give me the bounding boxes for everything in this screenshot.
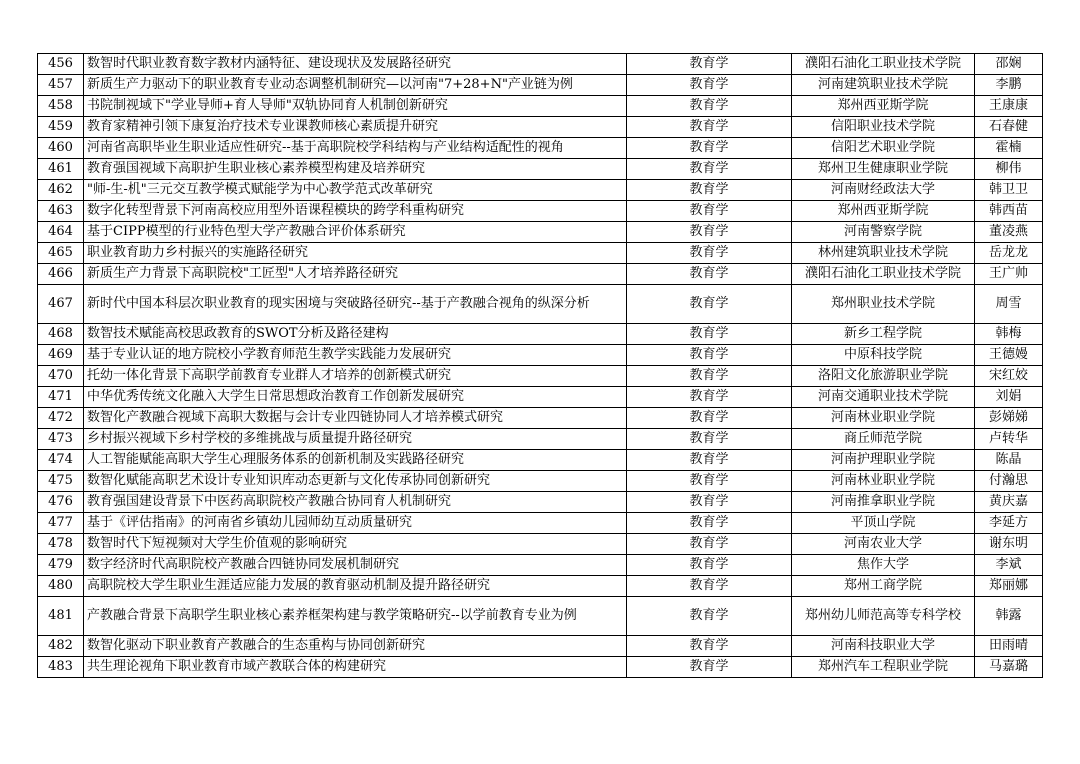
project-title: 新时代中国本科层次职业教育的现实困境与突破路径研究--基于产教融合视角的纵深分析 bbox=[84, 285, 627, 324]
table-row bbox=[38, 138, 1043, 159]
project-leader: 郑丽娜 bbox=[975, 576, 1043, 597]
discipline: 教育学 bbox=[627, 264, 792, 285]
institution: 郑州西亚斯学院 bbox=[792, 201, 975, 222]
table-row bbox=[38, 513, 1043, 534]
discipline: 教育学 bbox=[627, 576, 792, 597]
discipline: 教育学 bbox=[627, 471, 792, 492]
project-leader: 刘娟 bbox=[975, 387, 1043, 408]
project-leader: 彭娣娣 bbox=[975, 408, 1043, 429]
project-leader: 付瀚思 bbox=[975, 471, 1043, 492]
row-number: 483 bbox=[38, 657, 84, 678]
project-title: 人工智能赋能高职大学生心理服务体系的创新机制及实践路径研究 bbox=[84, 450, 627, 471]
institution: 河南交通职业技术学院 bbox=[792, 387, 975, 408]
row-number: 471 bbox=[38, 387, 84, 408]
row-number: 466 bbox=[38, 264, 84, 285]
table-row bbox=[38, 324, 1043, 345]
institution: 林州建筑职业技术学院 bbox=[792, 243, 975, 264]
project-title: 教育强国建设背景下中医药高职院校产教融合协同育人机制研究 bbox=[84, 492, 627, 513]
discipline: 教育学 bbox=[627, 159, 792, 180]
row-number: 475 bbox=[38, 471, 84, 492]
project-leader: 田雨晴 bbox=[975, 636, 1043, 657]
table-row bbox=[38, 222, 1043, 243]
project-table-body bbox=[38, 54, 1043, 678]
row-number: 469 bbox=[38, 345, 84, 366]
project-title: 数智时代职业教育数字教材内涵特征、建设现状及发展路径研究 bbox=[84, 54, 627, 75]
row-number: 476 bbox=[38, 492, 84, 513]
table-row bbox=[38, 657, 1043, 678]
row-number: 458 bbox=[38, 96, 84, 117]
institution: 商丘师范学院 bbox=[792, 429, 975, 450]
discipline: 教育学 bbox=[627, 492, 792, 513]
project-leader: 邵娴 bbox=[975, 54, 1043, 75]
discipline: 教育学 bbox=[627, 366, 792, 387]
institution: 河南林业职业学院 bbox=[792, 471, 975, 492]
row-number: 456 bbox=[38, 54, 84, 75]
project-title: 中华优秀传统文化融入大学生日常思想政治教育工作创新发展研究 bbox=[84, 387, 627, 408]
institution: 濮阳石油化工职业技术学院 bbox=[792, 54, 975, 75]
table-row bbox=[38, 159, 1043, 180]
table-row bbox=[38, 201, 1043, 222]
discipline: 教育学 bbox=[627, 555, 792, 576]
project-title: "师-生-机"三元交互教学模式赋能学为中心教学范式改革研究 bbox=[84, 180, 627, 201]
table-row bbox=[38, 534, 1043, 555]
row-number: 468 bbox=[38, 324, 84, 345]
row-number: 470 bbox=[38, 366, 84, 387]
row-number: 477 bbox=[38, 513, 84, 534]
discipline: 教育学 bbox=[627, 429, 792, 450]
institution: 平顶山学院 bbox=[792, 513, 975, 534]
project-title: 数智技术赋能高校思政教育的SWOT分析及路径建构 bbox=[84, 324, 627, 345]
table-row bbox=[38, 387, 1043, 408]
project-leader: 韩露 bbox=[975, 597, 1043, 636]
project-title: 数智化产教融合视域下高职大数据与会计专业四链协同人才培养模式研究 bbox=[84, 408, 627, 429]
discipline: 教育学 bbox=[627, 117, 792, 138]
project-leader: 韩梅 bbox=[975, 324, 1043, 345]
project-title: 新质生产力驱动下的职业教育专业动态调整机制研究—以河南"7+28+N"产业链为例 bbox=[84, 75, 627, 96]
discipline: 教育学 bbox=[627, 243, 792, 264]
discipline: 教育学 bbox=[627, 138, 792, 159]
project-leader: 董凌燕 bbox=[975, 222, 1043, 243]
discipline: 教育学 bbox=[627, 408, 792, 429]
discipline: 教育学 bbox=[627, 657, 792, 678]
project-leader: 王德嫚 bbox=[975, 345, 1043, 366]
institution: 河南财经政法大学 bbox=[792, 180, 975, 201]
project-leader: 李鹏 bbox=[975, 75, 1043, 96]
institution: 郑州工商学院 bbox=[792, 576, 975, 597]
row-number: 474 bbox=[38, 450, 84, 471]
project-leader: 王康康 bbox=[975, 96, 1043, 117]
project-title: 书院制视域下"学业导师+育人导师"双轨协同育人机制创新研究 bbox=[84, 96, 627, 117]
row-number: 467 bbox=[38, 285, 84, 324]
row-number: 482 bbox=[38, 636, 84, 657]
institution: 郑州职业技术学院 bbox=[792, 285, 975, 324]
discipline: 教育学 bbox=[627, 345, 792, 366]
project-leader: 韩卫卫 bbox=[975, 180, 1043, 201]
project-leader: 卢转华 bbox=[975, 429, 1043, 450]
project-leader: 柳伟 bbox=[975, 159, 1043, 180]
row-number: 464 bbox=[38, 222, 84, 243]
project-leader: 岳龙龙 bbox=[975, 243, 1043, 264]
table-row bbox=[38, 243, 1043, 264]
project-leader: 韩西苗 bbox=[975, 201, 1043, 222]
project-title: 数智时代下短视频对大学生价值观的影响研究 bbox=[84, 534, 627, 555]
discipline: 教育学 bbox=[627, 75, 792, 96]
institution: 河南建筑职业技术学院 bbox=[792, 75, 975, 96]
project-title: 数智化赋能高职艺术设计专业知识库动态更新与文化传承协同创新研究 bbox=[84, 471, 627, 492]
project-leader: 李斌 bbox=[975, 555, 1043, 576]
discipline: 教育学 bbox=[627, 285, 792, 324]
institution: 河南警察学院 bbox=[792, 222, 975, 243]
institution: 濮阳石油化工职业技术学院 bbox=[792, 264, 975, 285]
project-title: 数智化驱动下职业教育产教融合的生态重构与协同创新研究 bbox=[84, 636, 627, 657]
institution: 河南科技职业大学 bbox=[792, 636, 975, 657]
discipline: 教育学 bbox=[627, 534, 792, 555]
row-number: 478 bbox=[38, 534, 84, 555]
project-leader: 周雪 bbox=[975, 285, 1043, 324]
project-leader: 黄庆嘉 bbox=[975, 492, 1043, 513]
project-table bbox=[37, 53, 1043, 678]
institution: 郑州幼儿师范高等专科学校 bbox=[792, 597, 975, 636]
project-leader: 石春健 bbox=[975, 117, 1043, 138]
project-leader: 陈晶 bbox=[975, 450, 1043, 471]
table-row bbox=[38, 597, 1043, 636]
row-number: 461 bbox=[38, 159, 84, 180]
table-row bbox=[38, 429, 1043, 450]
table-row bbox=[38, 576, 1043, 597]
table-row bbox=[38, 285, 1043, 324]
row-number: 480 bbox=[38, 576, 84, 597]
table-row bbox=[38, 471, 1043, 492]
table-row bbox=[38, 96, 1043, 117]
discipline: 教育学 bbox=[627, 324, 792, 345]
discipline: 教育学 bbox=[627, 387, 792, 408]
discipline: 教育学 bbox=[627, 597, 792, 636]
discipline: 教育学 bbox=[627, 96, 792, 117]
institution: 河南推拿职业学院 bbox=[792, 492, 975, 513]
table-row bbox=[38, 345, 1043, 366]
discipline: 教育学 bbox=[627, 450, 792, 471]
project-leader: 马嘉璐 bbox=[975, 657, 1043, 678]
project-leader: 王广帅 bbox=[975, 264, 1043, 285]
table-row bbox=[38, 408, 1043, 429]
institution: 郑州西亚斯学院 bbox=[792, 96, 975, 117]
project-title: 托幼一体化背景下高职学前教育专业群人才培养的创新模式研究 bbox=[84, 366, 627, 387]
institution: 郑州卫生健康职业学院 bbox=[792, 159, 975, 180]
row-number: 457 bbox=[38, 75, 84, 96]
table-row bbox=[38, 492, 1043, 513]
institution: 信阳职业技术学院 bbox=[792, 117, 975, 138]
row-number: 459 bbox=[38, 117, 84, 138]
row-number: 462 bbox=[38, 180, 84, 201]
row-number: 479 bbox=[38, 555, 84, 576]
discipline: 教育学 bbox=[627, 54, 792, 75]
row-number: 481 bbox=[38, 597, 84, 636]
discipline: 教育学 bbox=[627, 180, 792, 201]
table-row bbox=[38, 264, 1043, 285]
discipline: 教育学 bbox=[627, 636, 792, 657]
institution: 河南护理职业学院 bbox=[792, 450, 975, 471]
project-title: 数字经济时代高职院校产教融合四链协同发展机制研究 bbox=[84, 555, 627, 576]
project-title: 基于专业认证的地方院校小学教育师范生教学实践能力发展研究 bbox=[84, 345, 627, 366]
project-title: 高职院校大学生职业生涯适应能力发展的教育驱动机制及提升路径研究 bbox=[84, 576, 627, 597]
table-row bbox=[38, 75, 1043, 96]
project-title: 河南省高职毕业生职业适应性研究--基于高职院校学科结构与产业结构适配性的视角 bbox=[84, 138, 627, 159]
institution: 新乡工程学院 bbox=[792, 324, 975, 345]
table-row bbox=[38, 555, 1043, 576]
project-leader: 李延方 bbox=[975, 513, 1043, 534]
row-number: 472 bbox=[38, 408, 84, 429]
project-title: 基于CIPP模型的行业特色型大学产教融合评价体系研究 bbox=[84, 222, 627, 243]
project-list-sheet bbox=[37, 53, 1042, 678]
discipline: 教育学 bbox=[627, 201, 792, 222]
institution: 信阳艺术职业学院 bbox=[792, 138, 975, 159]
discipline: 教育学 bbox=[627, 513, 792, 534]
table-row bbox=[38, 180, 1043, 201]
row-number: 473 bbox=[38, 429, 84, 450]
institution: 河南林业职业学院 bbox=[792, 408, 975, 429]
institution: 焦作大学 bbox=[792, 555, 975, 576]
project-title: 教育家精神引领下康复治疗技术专业课教师核心素质提升研究 bbox=[84, 117, 627, 138]
project-title: 职业教育助力乡村振兴的实施路径研究 bbox=[84, 243, 627, 264]
project-title: 共生理论视角下职业教育市域产教联合体的构建研究 bbox=[84, 657, 627, 678]
project-leader: 谢东明 bbox=[975, 534, 1043, 555]
row-number: 463 bbox=[38, 201, 84, 222]
project-title: 产教融合背景下高职学生职业核心素养框架构建与教学策略研究--以学前教育专业为例 bbox=[84, 597, 627, 636]
table-row bbox=[38, 636, 1043, 657]
project-leader: 宋红姣 bbox=[975, 366, 1043, 387]
project-leader: 霍楠 bbox=[975, 138, 1043, 159]
row-number: 465 bbox=[38, 243, 84, 264]
table-row bbox=[38, 117, 1043, 138]
institution: 洛阳文化旅游职业学院 bbox=[792, 366, 975, 387]
project-title: 乡村振兴视域下乡村学校的多维挑战与质量提升路径研究 bbox=[84, 429, 627, 450]
project-title: 数字化转型背景下河南高校应用型外语课程模块的跨学科重构研究 bbox=[84, 201, 627, 222]
discipline: 教育学 bbox=[627, 222, 792, 243]
project-title: 教育强国视域下高职护生职业核心素养模型构建及培养研究 bbox=[84, 159, 627, 180]
project-title: 新质生产力背景下高职院校"工匠型"人才培养路径研究 bbox=[84, 264, 627, 285]
table-row bbox=[38, 366, 1043, 387]
row-number: 460 bbox=[38, 138, 84, 159]
table-row bbox=[38, 54, 1043, 75]
institution: 郑州汽车工程职业学院 bbox=[792, 657, 975, 678]
table-row bbox=[38, 450, 1043, 471]
project-title: 基于《评估指南》的河南省乡镇幼儿园师幼互动质量研究 bbox=[84, 513, 627, 534]
institution: 中原科技学院 bbox=[792, 345, 975, 366]
institution: 河南农业大学 bbox=[792, 534, 975, 555]
